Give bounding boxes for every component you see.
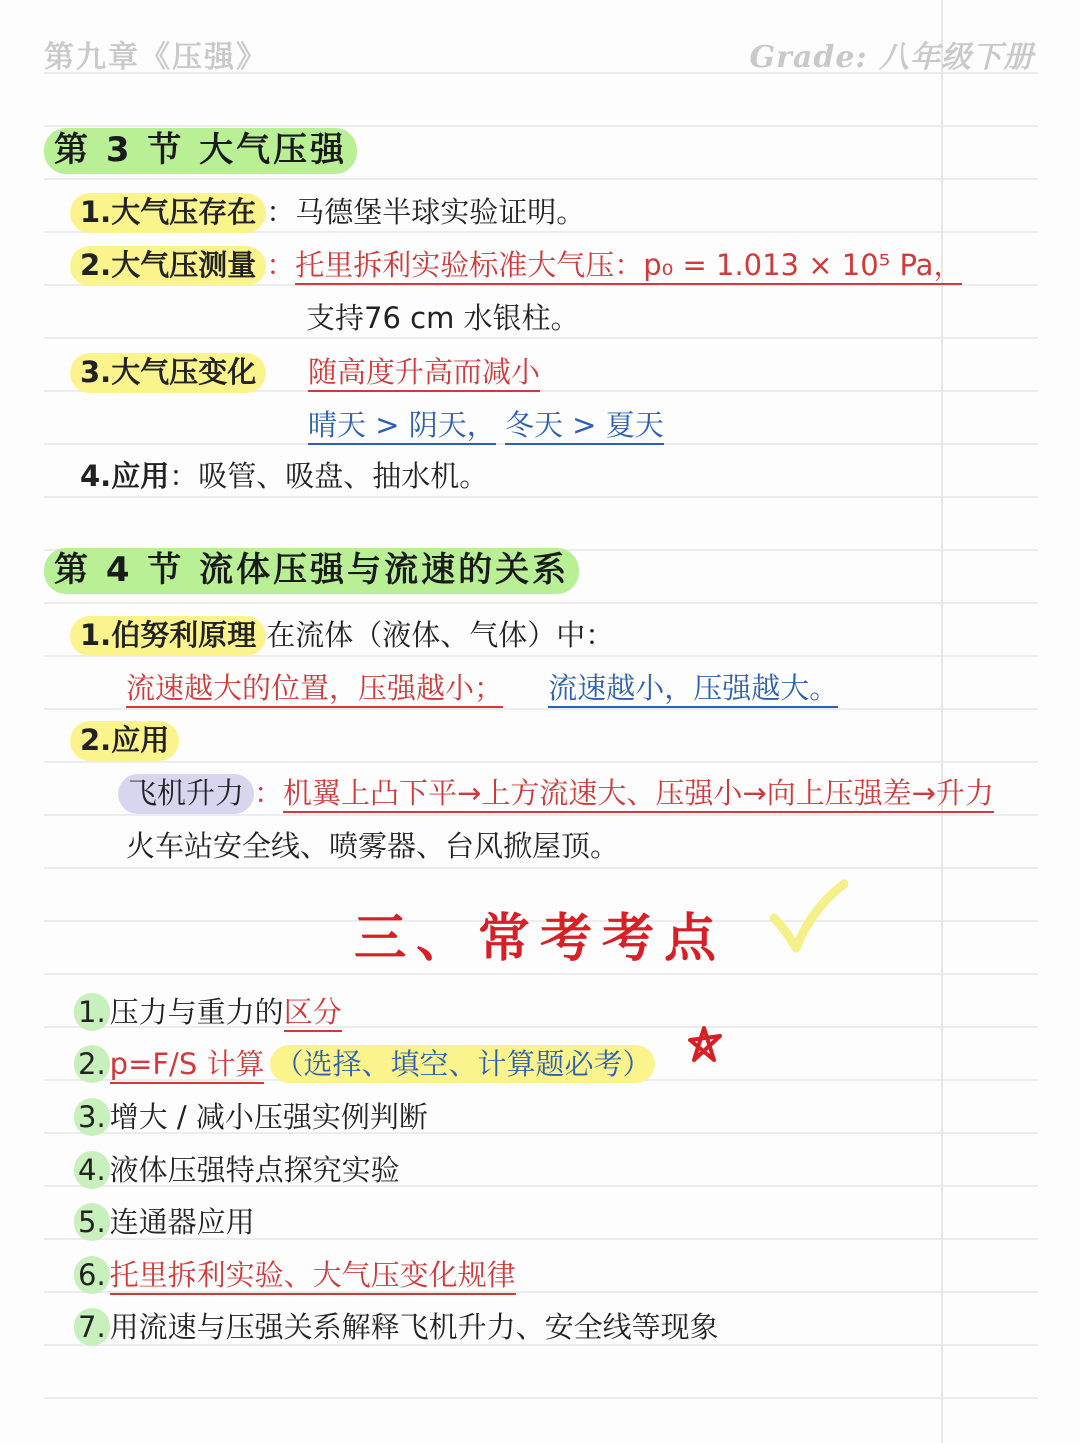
exam-point-1: [74, 992, 342, 1032]
s3-item-3-blue: [308, 405, 664, 445]
exam-point-7-text: 用流速与压强关系解释飞机升力、安全线等现象: [109, 1310, 719, 1344]
s3-item-1: [70, 192, 585, 232]
s3-item-2-cont: 支持76 cm 水银柱。: [306, 301, 580, 335]
s4-plane-red: 机翼上凸下平→上方流速大、压强小→向上压强差→升力: [283, 776, 994, 813]
exam-point-1-num: 1.: [74, 993, 110, 1031]
s3-item-3-red: [308, 352, 540, 392]
section-3-heading: [44, 130, 357, 171]
s4-item-1-blue: 流速越小，压强越大。: [548, 671, 838, 708]
section-4-title: 第 4 节 流体压强与流速的关系: [44, 548, 579, 594]
s4-plane-label: 飞机升力: [118, 774, 254, 814]
s3-item-2-label: 2.大气压测量: [70, 246, 266, 286]
s3-item-3-red-text: 随高度升高而减小: [308, 355, 540, 392]
s3-item-4-text: ：吸管、吸盘、抽水机。: [169, 459, 489, 493]
exam-point-2-note: （选择、填空、计算题必考）: [270, 1045, 655, 1083]
s4-item-1-red: 流速越大的位置，压强越小；: [126, 671, 503, 708]
exam-point-5-num: 5.: [74, 1203, 110, 1241]
exam-point-4-num: 4.: [74, 1151, 110, 1189]
exam-point-7-num: 7.: [74, 1308, 110, 1346]
exam-title: 三、常考考点: [353, 908, 726, 969]
section-4-heading: [44, 550, 579, 591]
exam-point-3-num: 3.: [74, 1098, 110, 1136]
s3-item-3-label: 3.大气压变化: [70, 353, 266, 393]
s3-item-4-label: 4.应用: [80, 459, 170, 493]
s3-item-1-label: 1.大气压存在: [70, 193, 266, 233]
exam-point-5-text: 连通器应用: [109, 1205, 255, 1239]
exam-point-7: [74, 1307, 719, 1347]
exam-point-3: [74, 1097, 428, 1137]
check-icon: [768, 878, 848, 954]
exam-point-1-red: 区分: [284, 995, 342, 1032]
exam-point-5: [74, 1202, 255, 1242]
s4-item-2-label: 2.应用: [70, 721, 179, 761]
s3-item-2: [70, 245, 962, 285]
exam-point-4: [74, 1150, 400, 1190]
s4-item-1-text: 在流体（液体、气体）中：: [266, 618, 615, 652]
s4-item-1: [70, 615, 614, 655]
s4-plane-colon: ：: [254, 776, 284, 810]
exam-point-1-text: 压力与重力的: [109, 995, 284, 1029]
exam-point-4-text: 液体压强特点探究实验: [109, 1153, 400, 1187]
s3-item-4: [70, 456, 488, 496]
grade-label: Grade: 八年级下册: [749, 40, 1034, 75]
section-3-title: 第 3 节 大气压强: [44, 128, 357, 174]
exam-point-2-num: 2.: [74, 1045, 110, 1083]
s4-item-2: [70, 720, 179, 760]
exam-point-6-red: 托里拆利实验、大气压变化规律: [110, 1258, 516, 1295]
exam-point-6-num: 6.: [74, 1256, 110, 1294]
s4-item-1-label: 1.伯努利原理: [70, 616, 266, 656]
s4-item-1-detail: [126, 668, 838, 708]
star-icon: [684, 1024, 726, 1066]
exam-point-6: [74, 1255, 516, 1295]
s4-plane-line: [118, 773, 994, 813]
chapter-title: 第九章《压强》: [44, 40, 268, 75]
s4-other-apps: 火车站安全线、喷雾器、台风掀屋顶。: [126, 829, 620, 863]
exam-point-2: [74, 1044, 655, 1084]
s3-item-2-red: 托里拆利实验标准大气压：p₀ = 1.013 × 10⁵ Pa，: [295, 248, 962, 285]
s3-item-1-text: ：马德堡半球实验证明。: [266, 195, 586, 229]
exam-point-2-red: p=F/S 计算: [110, 1047, 265, 1084]
s3-item-2-colon: ：: [266, 248, 296, 282]
exam-point-3-text: 增大 / 减小压强实例判断: [109, 1100, 428, 1134]
s3-item-3: [70, 352, 266, 392]
s3-item-3-blue-1: 晴天 > 阴天，: [308, 408, 496, 445]
s3-item-3-blue-2: 冬天 > 夏天: [505, 408, 664, 445]
